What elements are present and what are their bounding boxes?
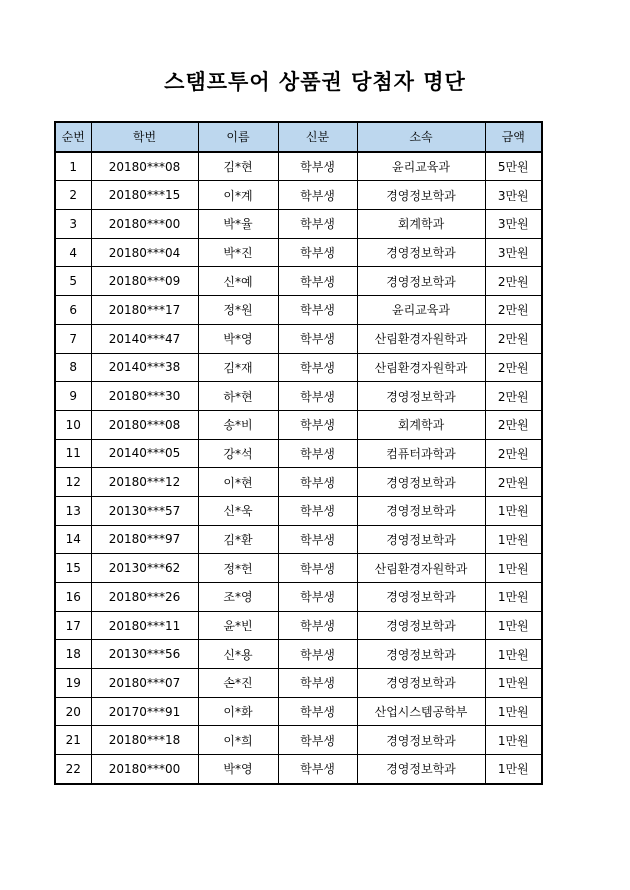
cell-student-id: 20130***57 xyxy=(91,496,198,525)
table-row xyxy=(55,583,542,612)
cell-no: 5 xyxy=(55,267,91,296)
cell-department: 경영정보학과 xyxy=(357,640,485,669)
cell-no: 19 xyxy=(55,669,91,698)
cell-name: 이*화 xyxy=(198,697,278,726)
cell-name: 하*현 xyxy=(198,382,278,411)
cell-status: 학부생 xyxy=(278,267,357,296)
cell-status: 학부생 xyxy=(278,181,357,210)
cell-department: 경영정보학과 xyxy=(357,583,485,612)
table-row xyxy=(55,496,542,525)
cell-amount: 2만원 xyxy=(485,468,542,497)
cell-department: 경영정보학과 xyxy=(357,755,485,784)
cell-name: 정*원 xyxy=(198,296,278,325)
cell-status: 학부생 xyxy=(278,210,357,239)
cell-department: 산림환경자원학과 xyxy=(357,324,485,353)
cell-status: 학부생 xyxy=(278,554,357,583)
column-header-status: 신분 xyxy=(278,122,357,152)
cell-student-id: 20180***04 xyxy=(91,238,198,267)
cell-department: 경영정보학과 xyxy=(357,525,485,554)
cell-name: 이*계 xyxy=(198,181,278,210)
cell-name: 이*희 xyxy=(198,726,278,755)
column-header-name: 이름 xyxy=(198,122,278,152)
cell-department: 경영정보학과 xyxy=(357,382,485,411)
cell-department: 산림환경자원학과 xyxy=(357,554,485,583)
cell-amount: 1만원 xyxy=(485,726,542,755)
column-header-student-id: 학번 xyxy=(91,122,198,152)
cell-department: 경영정보학과 xyxy=(357,267,485,296)
cell-amount: 2만원 xyxy=(485,353,542,382)
cell-name: 박*영 xyxy=(198,324,278,353)
table-row xyxy=(55,353,542,382)
cell-amount: 1만원 xyxy=(485,755,542,784)
cell-amount: 5만원 xyxy=(485,152,542,181)
cell-status: 학부생 xyxy=(278,697,357,726)
table-row xyxy=(55,755,542,784)
cell-student-id: 20180***11 xyxy=(91,611,198,640)
page-title: 스탬프투어 상품권 당첨자 명단 xyxy=(164,70,466,94)
cell-status: 학부생 xyxy=(278,238,357,267)
cell-status: 학부생 xyxy=(278,353,357,382)
cell-department: 경영정보학과 xyxy=(357,611,485,640)
cell-no: 2 xyxy=(55,181,91,210)
cell-name: 신*예 xyxy=(198,267,278,296)
cell-student-id: 20180***15 xyxy=(91,181,198,210)
table-row xyxy=(55,410,542,439)
cell-department: 회계학과 xyxy=(357,210,485,239)
cell-no: 22 xyxy=(55,755,91,784)
cell-amount: 3만원 xyxy=(485,210,542,239)
cell-no: 10 xyxy=(55,410,91,439)
column-header-department: 소속 xyxy=(357,122,485,152)
cell-status: 학부생 xyxy=(278,410,357,439)
cell-name: 신*욱 xyxy=(198,496,278,525)
table-row xyxy=(55,324,542,353)
cell-no: 18 xyxy=(55,640,91,669)
cell-name: 박*진 xyxy=(198,238,278,267)
cell-status: 학부생 xyxy=(278,296,357,325)
winners-table xyxy=(54,121,543,785)
cell-no: 20 xyxy=(55,697,91,726)
cell-amount: 2만원 xyxy=(485,324,542,353)
cell-student-id: 20180***08 xyxy=(91,410,198,439)
cell-amount: 2만원 xyxy=(485,267,542,296)
table-row xyxy=(55,554,542,583)
cell-amount: 2만원 xyxy=(485,410,542,439)
cell-no: 4 xyxy=(55,238,91,267)
table-row xyxy=(55,640,542,669)
table-row xyxy=(55,669,542,698)
cell-amount: 1만원 xyxy=(485,583,542,612)
table-row xyxy=(55,382,542,411)
cell-student-id: 20180***12 xyxy=(91,468,198,497)
table-row xyxy=(55,152,542,181)
cell-amount: 1만원 xyxy=(485,611,542,640)
cell-status: 학부생 xyxy=(278,583,357,612)
table-row xyxy=(55,726,542,755)
cell-name: 손*진 xyxy=(198,669,278,698)
cell-status: 학부생 xyxy=(278,726,357,755)
cell-name: 조*영 xyxy=(198,583,278,612)
table-row xyxy=(55,525,542,554)
cell-status: 학부생 xyxy=(278,152,357,181)
cell-department: 윤리교육과 xyxy=(357,152,485,181)
cell-student-id: 20180***26 xyxy=(91,583,198,612)
cell-name: 김*재 xyxy=(198,353,278,382)
cell-student-id: 20180***07 xyxy=(91,669,198,698)
cell-student-id: 20180***30 xyxy=(91,382,198,411)
cell-no: 12 xyxy=(55,468,91,497)
cell-department: 경영정보학과 xyxy=(357,669,485,698)
cell-status: 학부생 xyxy=(278,324,357,353)
cell-no: 1 xyxy=(55,152,91,181)
cell-student-id: 20170***91 xyxy=(91,697,198,726)
cell-status: 학부생 xyxy=(278,525,357,554)
cell-no: 14 xyxy=(55,525,91,554)
cell-status: 학부생 xyxy=(278,755,357,784)
cell-no: 6 xyxy=(55,296,91,325)
cell-name: 송*비 xyxy=(198,410,278,439)
cell-status: 학부생 xyxy=(278,611,357,640)
cell-student-id: 20180***97 xyxy=(91,525,198,554)
cell-no: 8 xyxy=(55,353,91,382)
cell-no: 7 xyxy=(55,324,91,353)
cell-student-id: 20180***00 xyxy=(91,210,198,239)
table-row xyxy=(55,181,542,210)
cell-department: 산업시스템공학부 xyxy=(357,697,485,726)
cell-name: 박*영 xyxy=(198,755,278,784)
cell-department: 산림환경자원학과 xyxy=(357,353,485,382)
cell-student-id: 20180***18 xyxy=(91,726,198,755)
cell-status: 학부생 xyxy=(278,640,357,669)
cell-student-id: 20130***62 xyxy=(91,554,198,583)
table-row xyxy=(55,439,542,468)
cell-student-id: 20130***56 xyxy=(91,640,198,669)
cell-student-id: 20180***00 xyxy=(91,755,198,784)
cell-department: 컴퓨터과학과 xyxy=(357,439,485,468)
cell-name: 이*현 xyxy=(198,468,278,497)
cell-no: 15 xyxy=(55,554,91,583)
cell-amount: 2만원 xyxy=(485,296,542,325)
cell-amount: 3만원 xyxy=(485,238,542,267)
cell-department: 경영정보학과 xyxy=(357,238,485,267)
cell-student-id: 20140***47 xyxy=(91,324,198,353)
cell-status: 학부생 xyxy=(278,669,357,698)
table-row xyxy=(55,267,542,296)
cell-department: 경영정보학과 xyxy=(357,496,485,525)
table-row xyxy=(55,468,542,497)
table-row xyxy=(55,296,542,325)
cell-department: 경영정보학과 xyxy=(357,181,485,210)
cell-no: 13 xyxy=(55,496,91,525)
cell-name: 신*용 xyxy=(198,640,278,669)
cell-student-id: 20180***17 xyxy=(91,296,198,325)
cell-name: 정*헌 xyxy=(198,554,278,583)
table-body xyxy=(55,152,542,784)
cell-no: 9 xyxy=(55,382,91,411)
cell-student-id: 20180***08 xyxy=(91,152,198,181)
cell-amount: 1만원 xyxy=(485,554,542,583)
cell-no: 21 xyxy=(55,726,91,755)
column-header-amount: 금액 xyxy=(485,122,542,152)
cell-status: 학부생 xyxy=(278,468,357,497)
cell-department: 회계학과 xyxy=(357,410,485,439)
cell-student-id: 20140***38 xyxy=(91,353,198,382)
cell-student-id: 20140***05 xyxy=(91,439,198,468)
cell-no: 16 xyxy=(55,583,91,612)
table-row xyxy=(55,611,542,640)
cell-amount: 1만원 xyxy=(485,697,542,726)
cell-status: 학부생 xyxy=(278,496,357,525)
cell-no: 3 xyxy=(55,210,91,239)
cell-department: 경영정보학과 xyxy=(357,726,485,755)
cell-student-id: 20180***09 xyxy=(91,267,198,296)
cell-status: 학부생 xyxy=(278,439,357,468)
cell-department: 경영정보학과 xyxy=(357,468,485,497)
cell-department: 윤리교육과 xyxy=(357,296,485,325)
column-header-no: 순번 xyxy=(55,122,91,152)
cell-status: 학부생 xyxy=(278,382,357,411)
table-row xyxy=(55,238,542,267)
table-row xyxy=(55,697,542,726)
cell-name: 윤*빈 xyxy=(198,611,278,640)
table-row xyxy=(55,210,542,239)
cell-amount: 3만원 xyxy=(485,181,542,210)
cell-no: 17 xyxy=(55,611,91,640)
cell-amount: 1만원 xyxy=(485,669,542,698)
cell-amount: 1만원 xyxy=(485,525,542,554)
cell-name: 박*율 xyxy=(198,210,278,239)
cell-name: 김*현 xyxy=(198,152,278,181)
cell-amount: 1만원 xyxy=(485,496,542,525)
cell-name: 강*석 xyxy=(198,439,278,468)
cell-amount: 2만원 xyxy=(485,439,542,468)
cell-amount: 2만원 xyxy=(485,382,542,411)
cell-name: 김*환 xyxy=(198,525,278,554)
cell-no: 11 xyxy=(55,439,91,468)
table-header-row xyxy=(55,122,542,152)
cell-amount: 1만원 xyxy=(485,640,542,669)
